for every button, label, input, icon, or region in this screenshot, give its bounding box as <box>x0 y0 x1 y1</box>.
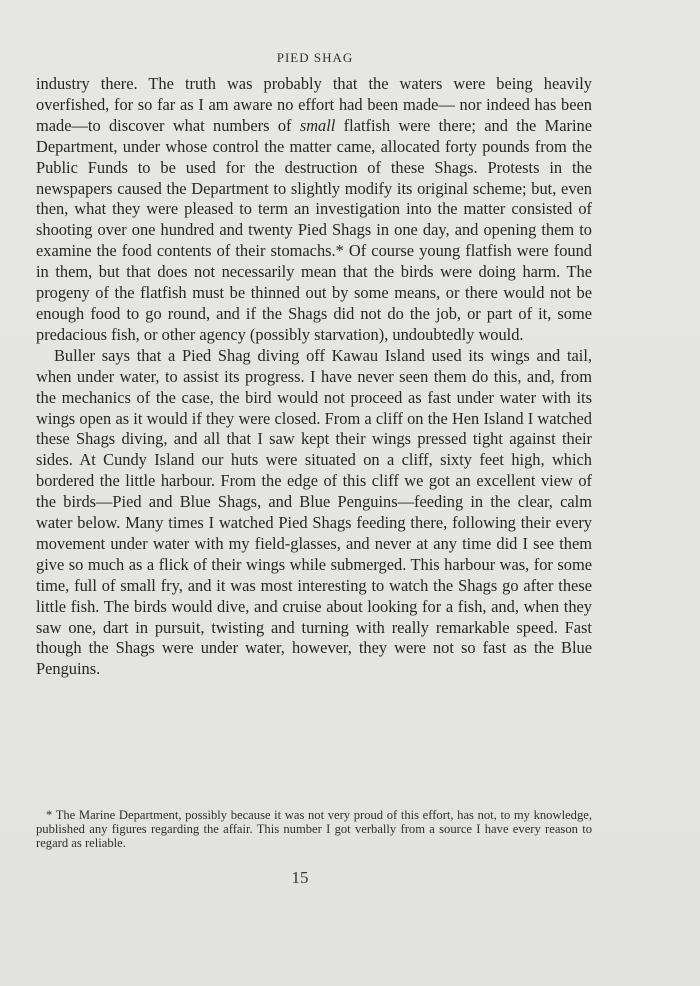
page-number: 15 <box>291 868 309 887</box>
paragraph-diving: Buller says that a Pied Shag diving off Kawau Island used its wings and tail, when under water, to assist its progress. I have never seen them do this, and, from the mechanics of the case, the bird would not proceed as fast under water with its wings open as it would if they were closed. From a cliff on the Hen Island I watched these Shags diving, and all that I saw kept their wings pressed tight against their sides. At Cundy Island our huts were situated on a cliff, sixty feet high, which bordered the little harbour. From the edge of this cliff we got an excellent view of the birds—Pied and Blue Shags, and Blue Penguins—feeding in the clear, calm water below. Many times I watched Pied Shags feeding there, following their every movement under water with my field-glasses, and never at any time did I see them give so much as a flick of their wings while submerged. This harbour was, for some time, full of small fry, and it was most interesting to watch the Shags go after these little fish. The birds would dive, and cruise about looking for a fish, and, when they saw one, dart in pursuit, twisting and turning with really remarkable speed. Fast though the Shags were under water, however, they were not so fast as the Blue Penguins. <box>36 345 592 679</box>
footnote <box>36 808 592 850</box>
paragraph-overfishing <box>36 74 592 346</box>
paragraph-text: flatfish were there; and the Marine Department, under whose control the matter came, allocated forty pounds from the Public Funds to be used for the destruction of these Shags. Protests in the newspapers caused the Department to slightly modify its original scheme; but, even then, what they were pleased to term an investigation into the matter consisted of shooting over one hundred and twenty Pied Shags in one day, and opening them to examine the food contents of their stomachs.* Of course young flatfish were found in them, but that does not necessarily mean that the birds were doing harm. The progeny of the flatfish must be thinned out by some means, or there would not be enough food to go round, and if the Shags did not do the job, or part of it, some predacious fish, or other agency (possibly starvation), undoubtedly would. <box>36 115 592 344</box>
running-head: PIED SHAG <box>276 50 354 65</box>
footnote-text: * The Marine Department, possibly because it was not very proud of this effort, has not, to my knowledge, published any figures regarding the affair. This number I got verbally from a source I have every reason to regard as reliable. <box>36 808 592 850</box>
body-text <box>36 74 592 680</box>
paragraph-text: industry there. The truth was probably that the waters were being heavily overfished, for so far as I am aware no effort had been made— nor indeed has been made—to discover what numbers of <box>36 74 592 135</box>
emphasized-word: small <box>299 115 336 135</box>
